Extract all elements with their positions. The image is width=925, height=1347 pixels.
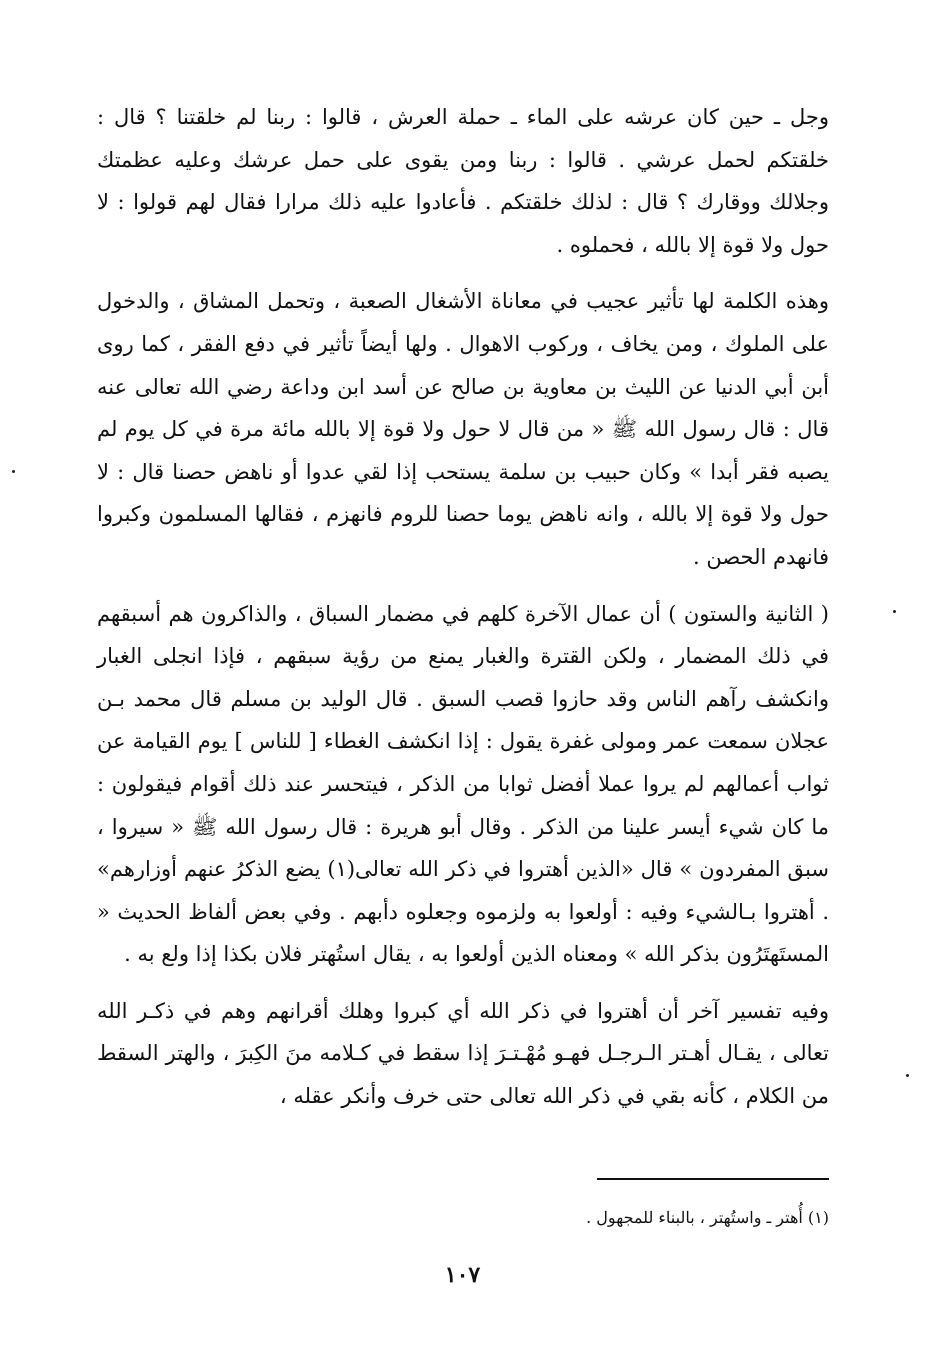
main-text [97, 96, 829, 1132]
footnote-separator [597, 1178, 829, 1180]
scan-speck [906, 1074, 909, 1077]
paragraph-3: ( الثانية والستون ) أن عمال الآخرة كلهم في مضمار السباق ، والذاكرون هم أسبقهم في ذلك المضمار ، ولكن القترة والغبار يمنع من رؤية سبقهم ، فإذا انجلى الغبار وانكشف رآهم الناس وقد حازوا قصب السبق . قال الوليد بن مسلم قال محمد بـن عجلان سمعت عمر ومولى غفرة يقول : إذا انكشف الغطاء [ للناس ] يوم القيامة عن ثواب أعمالهم لم يروا عملا أفضل ثوابا من الذكر ، فيتحسر عند ذلك أقوام فيقولون : ما كان شيء أيسر علينا من الذكر . وقال أبو هريرة : قال رسول الله ﷺ « سيروا ، سبق المفردون » قال «الذين أهتروا في ذكر الله تعالى(١) يضع الذكرُ عنهم أوزارهم» . أهتروا بـالشيء وفيه : أولعوا به ولزموه وجعلوه دأبهم . وفي بعض ألفاظ الحديث « المستَهتَرُون بذكر الله » ومعناه الذين أولعوا به ، يقال استُهتر فلان بكذا إذا ولع به . [97, 601, 830, 967]
paragraph-4: وفيه تفسير آخر أن أهتروا في ذكر الله أي كبروا وهلك أقرانهم وهم في ذكـر الله تعالى ، يقـال أهـتر الـرجـل فهـو مُهْـتـرَ إذا سقط في كـلامه منَ الكِبرَ ، والهتر السقط من الكلام ، كأنه بقي في ذكر الله تعالى حتى خرف وأنكر عقله ، [97, 998, 829, 1109]
scan-speck [893, 610, 896, 613]
footnote: (١) أُهتر ـ واستُهتر ، بالبناء للمجهول . [586, 1208, 829, 1227]
page-number: ١٠٧ [444, 1262, 481, 1288]
paragraph-2: وهذه الكلمة لها تأثير عجيب في معاناة الأشغال الصعبة ، وتحمل المشاق ، والدخول على الملوك ، ومن يخاف ، وركوب الاهوال . ولها أيضاً تأثير في دفع الفقر ، كما روى أبن أبي الدنيا عن الليث بن معاوية بن صالح عن أسد ابن وداعة رضي الله تعالى عنه قال : قال رسول الله ﷺ « من قال لا حول ولا قوة إلا بالله مائة مرة في كل يوم لم يصبه فقر أبدا » وكان حبيب بن سلمة يستحب إذا لقي عدوا أو ناهض حصنا قال : لا حول ولا قوة إلا بالله ، وانه ناهض يوما حصنا للروم فانهزم ، فقالها المسلمون وكبروا فانهدم الحصن . [97, 289, 829, 569]
paragraph-1: وجل ـ حين كان عرشه على الماء ـ حملة العرش ، قالوا : ربنا لم خلقتنا ؟ قال : خلقتكم لحمل عرشي . قالوا : ربنا ومن يقوى على حمل عرشك وعليه عظمتك وجلالك ووقارك ؟ قال : لذلك خلقتكم . فأعادوا عليه ذلك مرارا فقال لهم قولوا : لا حول ولا قوة إلا بالله ، فحملوه . [97, 105, 829, 257]
scan-speck [12, 470, 15, 473]
